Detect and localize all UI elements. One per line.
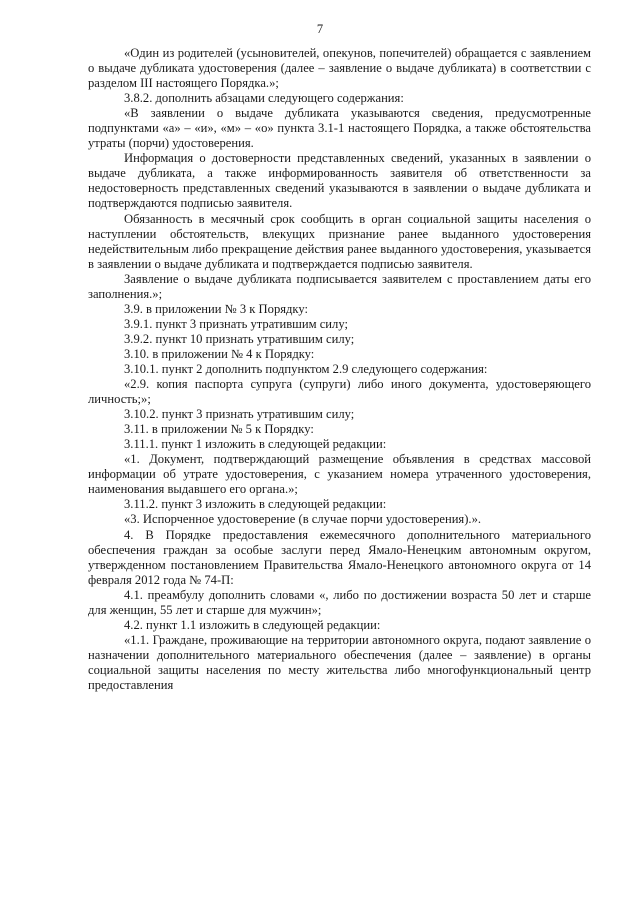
paragraph: Заявление о выдаче дубликата подписывается заявителем с проставлением даты его заполнения.»; [88, 271, 591, 301]
paragraph: 3.8.2. дополнить абзацами следующего содержания: [124, 91, 404, 106]
paragraph: Информация о достоверности представленных сведений, указанных в заявлении о выдаче дубликата, а также информированность заявителя об ответственности за недостоверность представленных сведений указываются в заявлении о выдаче дубликата и подтверждаются подписью заявителя. [88, 151, 591, 211]
paragraph: «1. Документ, подтверждающий размещение объявления в средствах массовой информации об утрате удостоверения, с указанием номера утраченного удостоверения, наименования выдавшего его органа.»; [88, 452, 591, 497]
paragraph: «3. Испорченное удостоверение (в случае порчи удостоверения).». [124, 512, 482, 527]
paragraph: Обязанность в месячный срок сообщить в орган социальной защиты населения о наступлении обстоятельств, влекущих признание ранее выданного удостоверения недействительным либо прекращение действия ранее выданного удостоверения, указывается в заявлении о выдаче дубликата и подтверждается подписью заявителя. [88, 211, 591, 271]
paragraph: 3.11. в приложении № 5 к Порядку: [124, 422, 314, 437]
paragraph: 4.2. пункт 1.1 изложить в следующей редакции: [124, 617, 381, 632]
paragraph: 4. В Порядке предоставления ежемесячного дополнительного материального обеспечения граждан за особые заслуги перед Ямало-Ненецким автономным округом, утвержденном постановлением Правительства Ямало-Ненецкого автономного округа от 14 февраля 2012 года № 74-П: [88, 527, 591, 587]
paragraph: 4.1. преамбулу дополнить словами «, либо по достижении возраста 50 лет и старше для женщин, 55 лет и старше для мужчин»; [88, 587, 591, 617]
paragraph: «1.1. Граждане, проживающие на территории автономного округа, подают заявление о назначении дополнительного материального обеспечения (далее – заявление) в органы социальной защиты населения по месту жительства либо многофункциональный центр предоставления [88, 632, 591, 692]
paragraph: 3.9.1. пункт 3 признать утратившим силу; [124, 316, 348, 331]
paragraph: 3.9.2. пункт 10 признать утратившим силу; [124, 331, 355, 346]
paragraph: «Один из родителей (усыновителей, опекунов, попечителей) обращается с заявлением о выдаче дубликата удостоверения (далее – заявление о выдаче дубликата) в соответствии с разделом III настоящего Порядка.»; [88, 46, 591, 91]
paragraph: «2.9. копия паспорта супруга (супруги) либо иного документа, удостоверяющего личность;»; [88, 377, 591, 407]
page-number: 7 [316, 22, 324, 36]
paragraph: 3.9. в приложении № 3 к Порядку: [124, 301, 309, 316]
document-body [88, 46, 591, 693]
paragraph: 3.11.1. пункт 1 изложить в следующей редакции: [124, 437, 387, 452]
paragraph: 3.11.2. пункт 3 изложить в следующей редакции: [124, 497, 387, 512]
paragraph: 3.10.2. пункт 3 признать утратившим силу; [124, 407, 355, 422]
paragraph: 3.10.1. пункт 2 дополнить подпунктом 2.9 следующего содержания: [124, 361, 488, 376]
paragraph: «В заявлении о выдаче дубликата указываются сведения, предусмотренные подпунктами «а» – «и», «м» – «о» пункта 3.1-1 настоящего Порядка, а также обстоятельства утраты (порчи) удостоверения. [88, 106, 591, 151]
paragraph: 3.10. в приложении № 4 к Порядку: [124, 346, 315, 361]
